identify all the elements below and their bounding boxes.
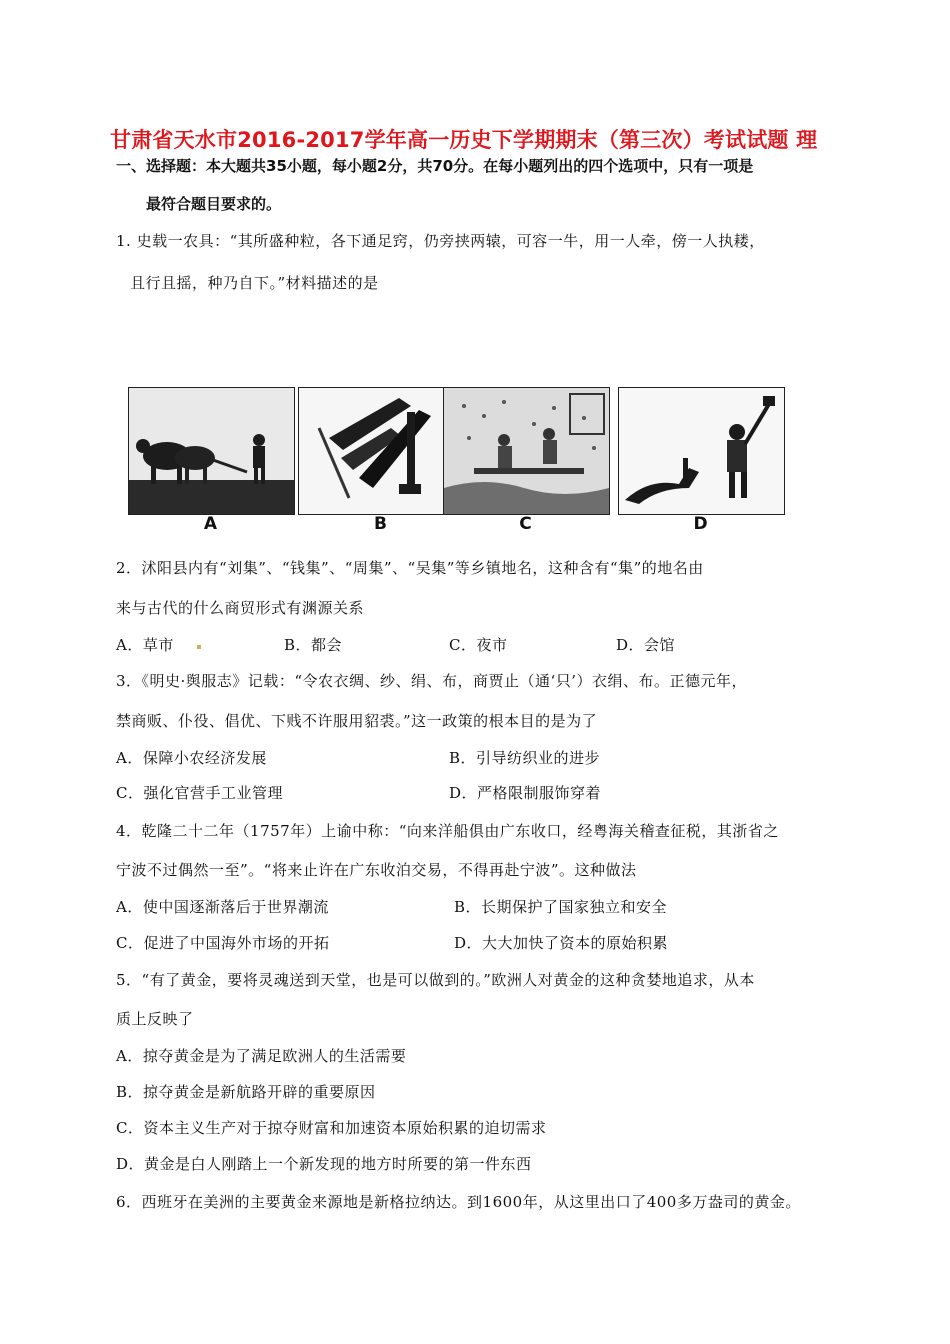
figure-label-c: C <box>519 514 532 534</box>
figure-panel-c-image <box>443 387 610 515</box>
section-instructions-line1: 一、选择题：本大题共35小题，每小题2分，共70分。在每小题列出的四个选项中，只有一项是 <box>116 157 754 175</box>
q5-option-d: D．黄金是白人刚踏上一个新发现的地方时所要的第一件东西 <box>116 1155 532 1173</box>
figure-label-b: B <box>374 514 387 534</box>
q3-option-a: A．保障小农经济发展 <box>116 749 267 767</box>
q4-option-d: D．大大加快了资本的原始积累 <box>454 934 669 952</box>
q5-option-c: C．资本主义生产对于掠夺财富和加速资本原始积累的迫切需求 <box>116 1119 547 1137</box>
q5-stem-line1: 5．“有了黄金，要将灵魂送到天堂，也是可以做到的。”欧洲人对黄金的这种贪婪地追求，从本 <box>116 971 755 989</box>
q3-option-c: C．强化官营手工业管理 <box>116 784 283 802</box>
q5-option-a: A．掠夺黄金是为了满足欧洲人的生活需要 <box>116 1047 407 1065</box>
q1-stem-line1: 1. 史载一农具：“其所盛种粒，各下通足窍，仍旁挟两辕，可容一牛，用一人牵，傍一人执耧， <box>116 232 765 250</box>
q4-option-c: C．促进了中国海外市场的开拓 <box>116 934 330 952</box>
q2-option-b: B．都会 <box>284 636 343 654</box>
q1-figure <box>128 387 788 535</box>
section-instructions-line2: 最符合题目要求的。 <box>146 195 282 213</box>
q1-stem-line2: 且行且摇，种乃自下。”材料描述的是 <box>130 274 379 292</box>
q4-option-a: A．使中国逐渐落后于世界潮流 <box>116 898 329 916</box>
speck-mark <box>197 645 201 649</box>
figure-label-a: A <box>203 514 218 534</box>
q4-option-b: B．长期保护了国家独立和安全 <box>454 898 668 916</box>
q2-option-d: D．会馆 <box>616 636 676 654</box>
q3-option-d: D．严格限制服饰穿着 <box>449 784 602 802</box>
q4-stem-line2: 宁波不过偶然一至”。“将来止许在广东收泊交易，不得再赴宁波”。这种做法 <box>116 861 637 879</box>
q3-stem-line2: 禁商贩、仆役、倡优、下贱不许服用貂裘。”这一政策的根本目的是为了 <box>116 712 598 730</box>
q2-stem-line2: 来与古代的什么商贸形式有渊源关系 <box>116 599 365 617</box>
figure-panel-a-image <box>128 387 295 515</box>
q2-option-c: C．夜市 <box>449 636 508 654</box>
figure-label-d: D <box>693 514 708 534</box>
q2-option-a: A．草市 <box>116 636 174 654</box>
q6-stem-line1: 6．西班牙在美洲的主要黄金来源地是新格拉纳达。到1600年，从这里出口了400多万盎司的黄金。 <box>116 1193 801 1211</box>
figure-panel-b-image <box>298 387 465 515</box>
q5-stem-line2: 质上反映了 <box>116 1010 194 1028</box>
q3-option-b: B．引导纺织业的进步 <box>449 749 601 767</box>
q5-option-b: B．掠夺黄金是新航路开辟的重要原因 <box>116 1083 376 1101</box>
q3-stem-line1: 3．《明史·舆服志》记载：“令农衣绸、纱、绢、布，商贾止（通‘只’）衣绢、布。正德元年， <box>116 672 748 690</box>
q2-stem-line1: 2．沭阳县内有“刘集”、“钱集”、“周集”、“吴集”等乡镇地名，这种含有“集”的地名由 <box>116 559 704 577</box>
document-title: 甘肃省天水市2016-2017学年高一历史下学期期末（第三次）考试试题 理 <box>110 128 818 152</box>
figure-panel-d-image <box>618 387 785 515</box>
q4-stem-line1: 4．乾隆二十二年（1757年）上谕中称：“向来洋船俱由广东收口，经粤海关稽查征税，其浙省之 <box>116 822 779 840</box>
